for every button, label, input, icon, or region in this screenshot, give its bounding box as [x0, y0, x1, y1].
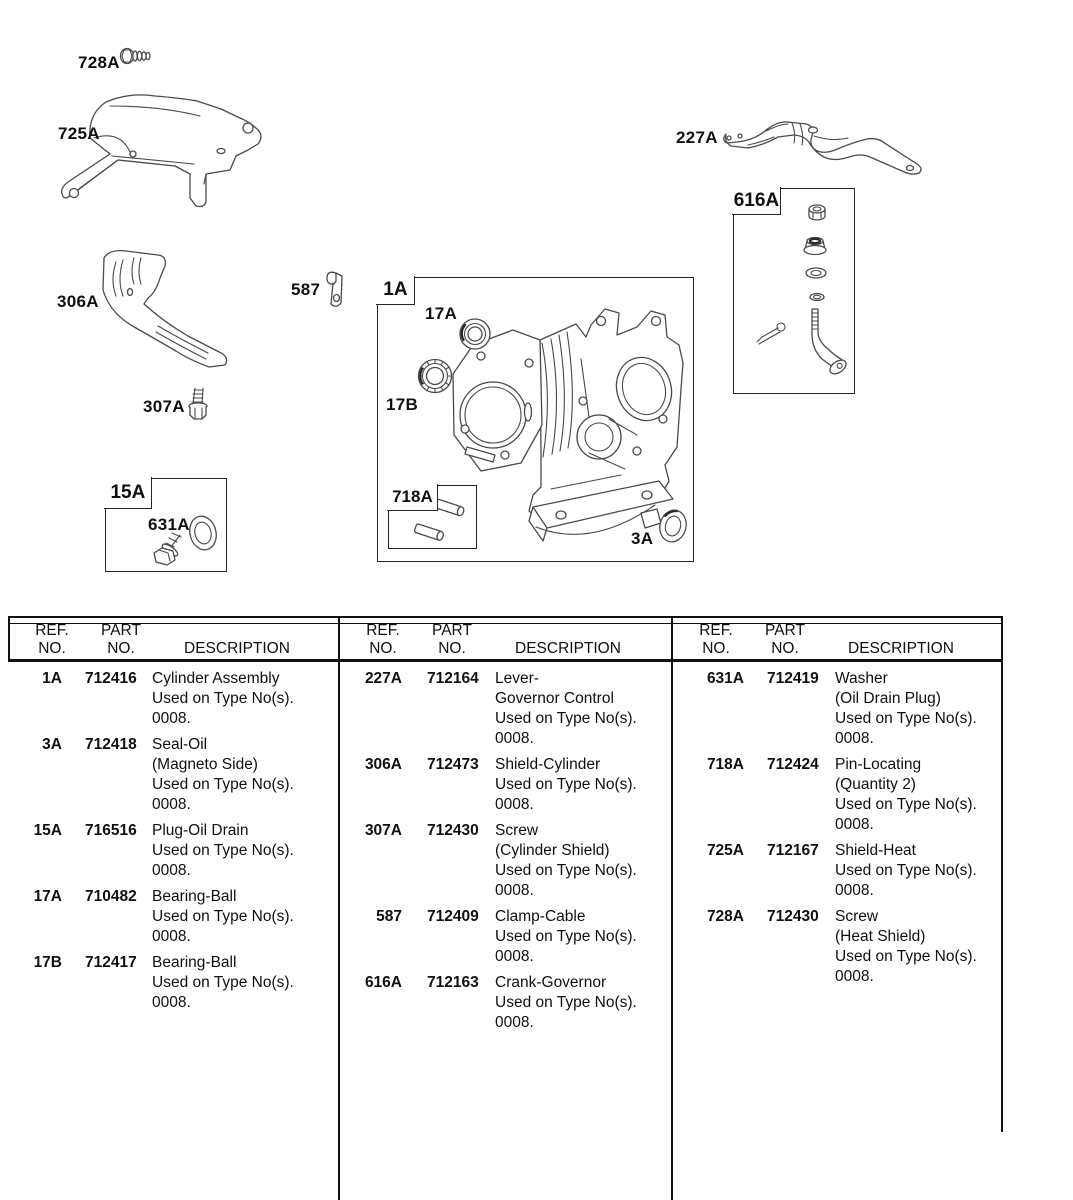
callout-box-label	[104, 477, 152, 509]
header-text: NO.	[107, 640, 135, 657]
description-line: Cylinder Assembly	[152, 670, 280, 687]
table-row	[339, 755, 669, 815]
table-border-right	[1001, 616, 1003, 1132]
description-line: Used on Type No(s).	[495, 862, 637, 879]
description-line: Bearing-Ball	[152, 954, 237, 971]
column-header-ref-no	[357, 622, 409, 658]
column-header-part-no	[423, 622, 481, 658]
description-line: Screw	[835, 908, 879, 925]
table-row	[8, 887, 336, 947]
heat-shield-drawing	[58, 92, 266, 212]
header-text: REF.	[699, 622, 733, 639]
table-column	[339, 669, 669, 1039]
column-header-ref-no	[26, 622, 78, 658]
description	[835, 841, 1000, 901]
table-header-rule	[8, 659, 1003, 662]
ref-no: 725A	[706, 842, 744, 859]
description	[835, 755, 1000, 835]
description-line: 0008.	[495, 948, 534, 965]
table-row	[8, 821, 336, 881]
header-text: NO.	[771, 640, 799, 657]
callout-718a: 718A	[392, 487, 433, 507]
description-line: (Oil Drain Plug)	[835, 690, 941, 707]
callout-587: 587	[291, 280, 321, 299]
ball-bearing-icon	[456, 315, 494, 353]
header-text: NO.	[38, 640, 66, 657]
header-text: PART	[101, 622, 141, 639]
governor-crank-parts-drawing	[734, 189, 854, 393]
part-no: 712167	[767, 842, 819, 859]
ref-no: 307A	[364, 822, 402, 839]
part-no: 712424	[767, 756, 819, 773]
description-line: 0008.	[495, 1014, 534, 1031]
description	[495, 755, 669, 815]
description-line: Shield-Heat	[835, 842, 916, 859]
callout-227a: 227A	[676, 128, 718, 147]
table-row	[8, 735, 336, 815]
part-no: 712416	[85, 670, 137, 687]
table-row	[8, 953, 336, 1013]
header-text: PART	[432, 622, 472, 639]
callout-15a: 15A	[110, 481, 146, 503]
description-line: (Cylinder Shield)	[495, 842, 610, 859]
description-line: Governor Control	[495, 690, 614, 707]
description-line: Used on Type No(s).	[495, 928, 637, 945]
description-line: 0008.	[152, 928, 191, 945]
column-header-description: DESCRIPTION	[515, 640, 621, 657]
callout-box-718a	[388, 485, 477, 549]
description-line: (Quantity 2)	[835, 776, 916, 793]
callout-box-616a	[733, 188, 855, 394]
header-text: REF.	[35, 622, 69, 639]
table-row	[339, 973, 669, 1033]
governor-lever-drawing	[722, 112, 932, 178]
table-row	[339, 821, 669, 901]
ref-no: 227A	[364, 670, 402, 687]
column-header-part-no	[92, 622, 150, 658]
callout-box-label	[387, 484, 438, 511]
description-line: Seal-Oil	[152, 736, 208, 753]
description-line: 0008.	[835, 968, 874, 985]
table-border-top-double	[8, 616, 1003, 624]
part-no: 716516	[85, 822, 137, 839]
callout-616a: 616A	[733, 189, 780, 211]
part-no: 712417	[85, 954, 137, 971]
ref-no: 15A	[33, 822, 62, 839]
column-header-part-no	[756, 622, 814, 658]
description-line: (Magneto Side)	[152, 756, 258, 773]
part-no: 712409	[427, 908, 479, 925]
description-line: Used on Type No(s).	[152, 690, 294, 707]
description	[495, 669, 669, 749]
description-line: Used on Type No(s).	[835, 862, 977, 879]
description-line: 0008.	[152, 994, 191, 1011]
table-row	[8, 669, 336, 729]
table-row	[672, 755, 1000, 835]
description	[152, 669, 336, 729]
ref-no: 17A	[33, 888, 62, 905]
ref-no: 1A	[42, 670, 62, 687]
header-text: PART	[765, 622, 805, 639]
description-line: Washer	[835, 670, 888, 687]
callout-box-label	[376, 276, 415, 305]
description-line: Screw	[495, 822, 539, 839]
description-line: 0008.	[495, 730, 534, 747]
description-line: 0008.	[152, 862, 191, 879]
part-no: 712163	[427, 974, 479, 991]
ref-no: 631A	[706, 670, 744, 687]
hex-screw-icon	[118, 42, 154, 70]
washer-icon	[186, 513, 219, 552]
description-line: (Heat Shield)	[835, 928, 926, 945]
ref-no: 718A	[706, 756, 744, 773]
table-row	[672, 841, 1000, 901]
ref-no: 728A	[706, 908, 744, 925]
callout-725a: 725A	[58, 124, 100, 143]
description-line: Used on Type No(s).	[152, 974, 294, 991]
ref-no: 587	[376, 908, 402, 925]
callout-306a: 306A	[57, 292, 99, 311]
callout-box-15a	[105, 478, 227, 572]
description-line: Plug-Oil Drain	[152, 822, 249, 839]
table-row	[339, 669, 669, 749]
description-line: 0008.	[152, 796, 191, 813]
description-line: Used on Type No(s).	[835, 796, 977, 813]
ref-no: 17B	[33, 954, 62, 971]
callout-17b: 17B	[386, 395, 419, 414]
ref-no: 306A	[364, 756, 402, 773]
description-line: Clamp-Cable	[495, 908, 586, 925]
description-line: Used on Type No(s).	[495, 776, 637, 793]
description-line: Used on Type No(s).	[152, 776, 294, 793]
part-no: 712419	[767, 670, 819, 687]
header-text: NO.	[702, 640, 730, 657]
table-column	[8, 669, 336, 1019]
description-line: Shield-Cylinder	[495, 756, 601, 773]
description-line: 0008.	[152, 710, 191, 727]
part-no: 710482	[85, 888, 137, 905]
description-line: 0008.	[495, 882, 534, 899]
description	[152, 735, 336, 815]
description-line: Used on Type No(s).	[835, 710, 977, 727]
column-header-ref-no	[690, 622, 742, 658]
description	[152, 821, 336, 881]
description-line: Crank-Governor	[495, 974, 607, 991]
callout-box-label	[732, 187, 781, 215]
oil-seal-icon	[655, 505, 691, 547]
description	[835, 907, 1000, 987]
table-row	[672, 907, 1000, 987]
column-header-description: DESCRIPTION	[848, 640, 954, 657]
table-row	[339, 907, 669, 967]
description-line: Pin-Locating	[835, 756, 922, 773]
description-line: Used on Type No(s).	[495, 994, 637, 1011]
description-line: Lever-	[495, 670, 539, 687]
part-no: 712418	[85, 736, 137, 753]
description	[495, 821, 669, 901]
ref-no: 616A	[364, 974, 402, 991]
part-no: 712164	[427, 670, 479, 687]
description	[152, 953, 336, 1013]
part-no: 712430	[767, 908, 819, 925]
description-line: Used on Type No(s).	[152, 908, 294, 925]
callout-17a: 17A	[425, 304, 458, 323]
callout-3a: 3A	[631, 529, 654, 548]
part-no: 712430	[427, 822, 479, 839]
hex-screw-icon	[185, 386, 211, 424]
description	[835, 669, 1000, 749]
callout-307a: 307A	[143, 397, 185, 416]
callout-728a: 728A	[78, 53, 120, 72]
callout-box-1a	[377, 277, 694, 562]
ball-bearing-icon	[414, 355, 456, 397]
description-line: 0008.	[835, 882, 874, 899]
description	[495, 907, 669, 967]
description-line: Used on Type No(s).	[152, 842, 294, 859]
callout-1a: 1A	[383, 279, 408, 301]
header-text: NO.	[369, 640, 397, 657]
description-line: Bearing-Ball	[152, 888, 237, 905]
description-line: Used on Type No(s).	[835, 948, 977, 965]
table-row	[672, 669, 1000, 749]
description	[152, 887, 336, 947]
description-line: Used on Type No(s).	[495, 710, 637, 727]
header-text: NO.	[438, 640, 466, 657]
table-border-left	[8, 616, 10, 662]
table-column	[672, 669, 1000, 993]
column-header-description: DESCRIPTION	[184, 640, 290, 657]
ref-no: 3A	[42, 736, 62, 753]
description-line: 0008.	[835, 730, 874, 747]
description-line: 0008.	[495, 796, 534, 813]
cylinder-shield-drawing	[96, 248, 236, 373]
header-text: REF.	[366, 622, 400, 639]
cable-clamp-icon	[322, 270, 348, 310]
callout-631a: 631A	[148, 515, 190, 534]
description	[495, 973, 669, 1033]
description-line: 0008.	[835, 816, 874, 833]
part-no: 712473	[427, 756, 479, 773]
